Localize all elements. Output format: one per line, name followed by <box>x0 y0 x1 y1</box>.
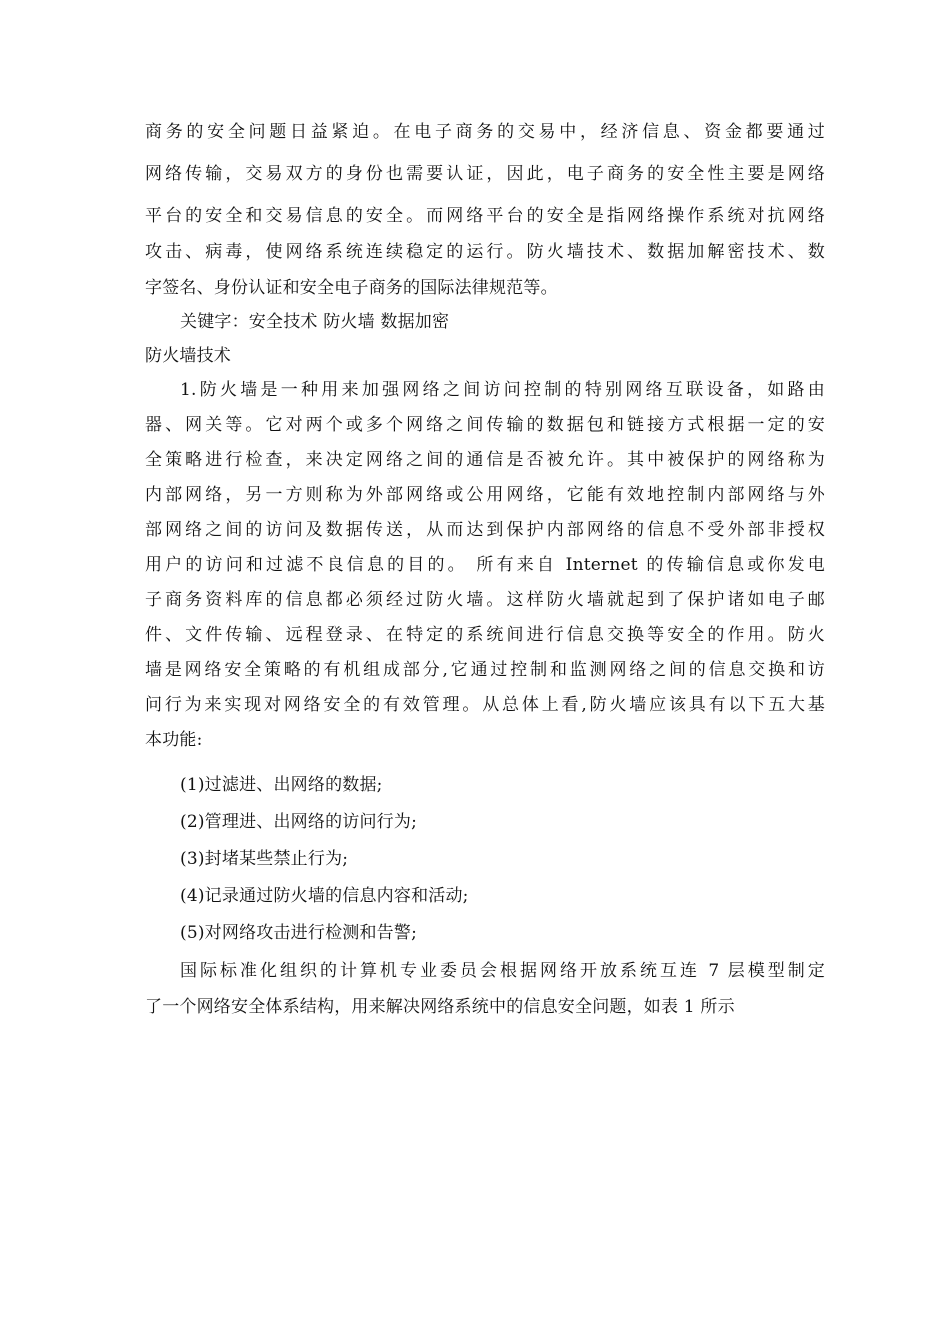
para2-line: 国际标准化组织的计算机专业委员会根据网络开放系统互连 7 层模型制定 <box>180 961 825 981</box>
function-item: (2)管理进、出网络的访问行为; <box>180 812 418 832</box>
para1-line: 墙是网络安全策略的有机组成部分,它通过控制和监测网络之间的信息交换和访 <box>145 660 825 680</box>
intro-line: 攻击、病毒，使网络系统连续稳定的运行。防火墙技术、数据加解密技术、数 <box>145 242 825 262</box>
para1-line: 器、网关等。它对两个或多个网络之间传输的数据包和链接方式根据一定的安 <box>145 415 825 435</box>
para1-line: 子商务资料库的信息都必须经过防火墙。这样防火墙就起到了保护诸如电子邮 <box>145 590 825 610</box>
intro-line: 网络传输，交易双方的身份也需要认证，因此，电子商务的安全性主要是网络 <box>145 164 825 184</box>
para1-line: 部网络之间的访问及数据传送，从而达到保护内部网络的信息不受外部非授权 <box>145 520 825 540</box>
para1-line: 用户的访问和过滤不良信息的目的。 所有来自 Internet 的传输信息或你发电 <box>145 555 825 575</box>
function-item: (4)记录通过防火墙的信息内容和活动; <box>180 886 469 906</box>
function-item: (3)封堵某些禁止行为; <box>180 849 349 869</box>
para1-line: 内部网络，另一方则称为外部网络或公用网络，它能有效地控制内部网络与外 <box>145 485 825 505</box>
para1-line: 问行为来实现对网络安全的有效管理。从总体上看,防火墙应该具有以下五大基 <box>145 695 825 715</box>
para1-line: 1.防火墙是一种用来加强网络之间访问控制的特别网络互联设备，如路由 <box>180 380 825 400</box>
intro-line: 商务的安全问题日益紧迫。在电子商务的交易中，经济信息、资金都要通过 <box>145 122 825 142</box>
para2-line: 了一个网络安全体系结构，用来解决网络系统中的信息安全问题，如表 1 所示 <box>145 997 735 1017</box>
para1-line: 本功能: <box>145 730 203 750</box>
section-title: 防火墙技术 <box>145 346 231 366</box>
function-item: (1)过滤进、出网络的数据; <box>180 775 383 795</box>
intro-line: 平台的安全和交易信息的安全。而网络平台的安全是指网络操作系统对抗网络 <box>145 206 825 226</box>
intro-line: 字签名、身份认证和安全电子商务的国际法律规范等。 <box>145 278 558 298</box>
para1-line: 全策略进行检查，来决定网络之间的通信是否被允许。其中被保护的网络称为 <box>145 450 825 470</box>
para1-line: 件、文件传输、远程登录、在特定的系统间进行信息交换等安全的作用。防火 <box>145 625 825 645</box>
function-item: (5)对网络攻击进行检测和告警; <box>180 923 418 943</box>
keywords: 关键字：安全技术 防火墙 数据加密 <box>180 312 450 332</box>
